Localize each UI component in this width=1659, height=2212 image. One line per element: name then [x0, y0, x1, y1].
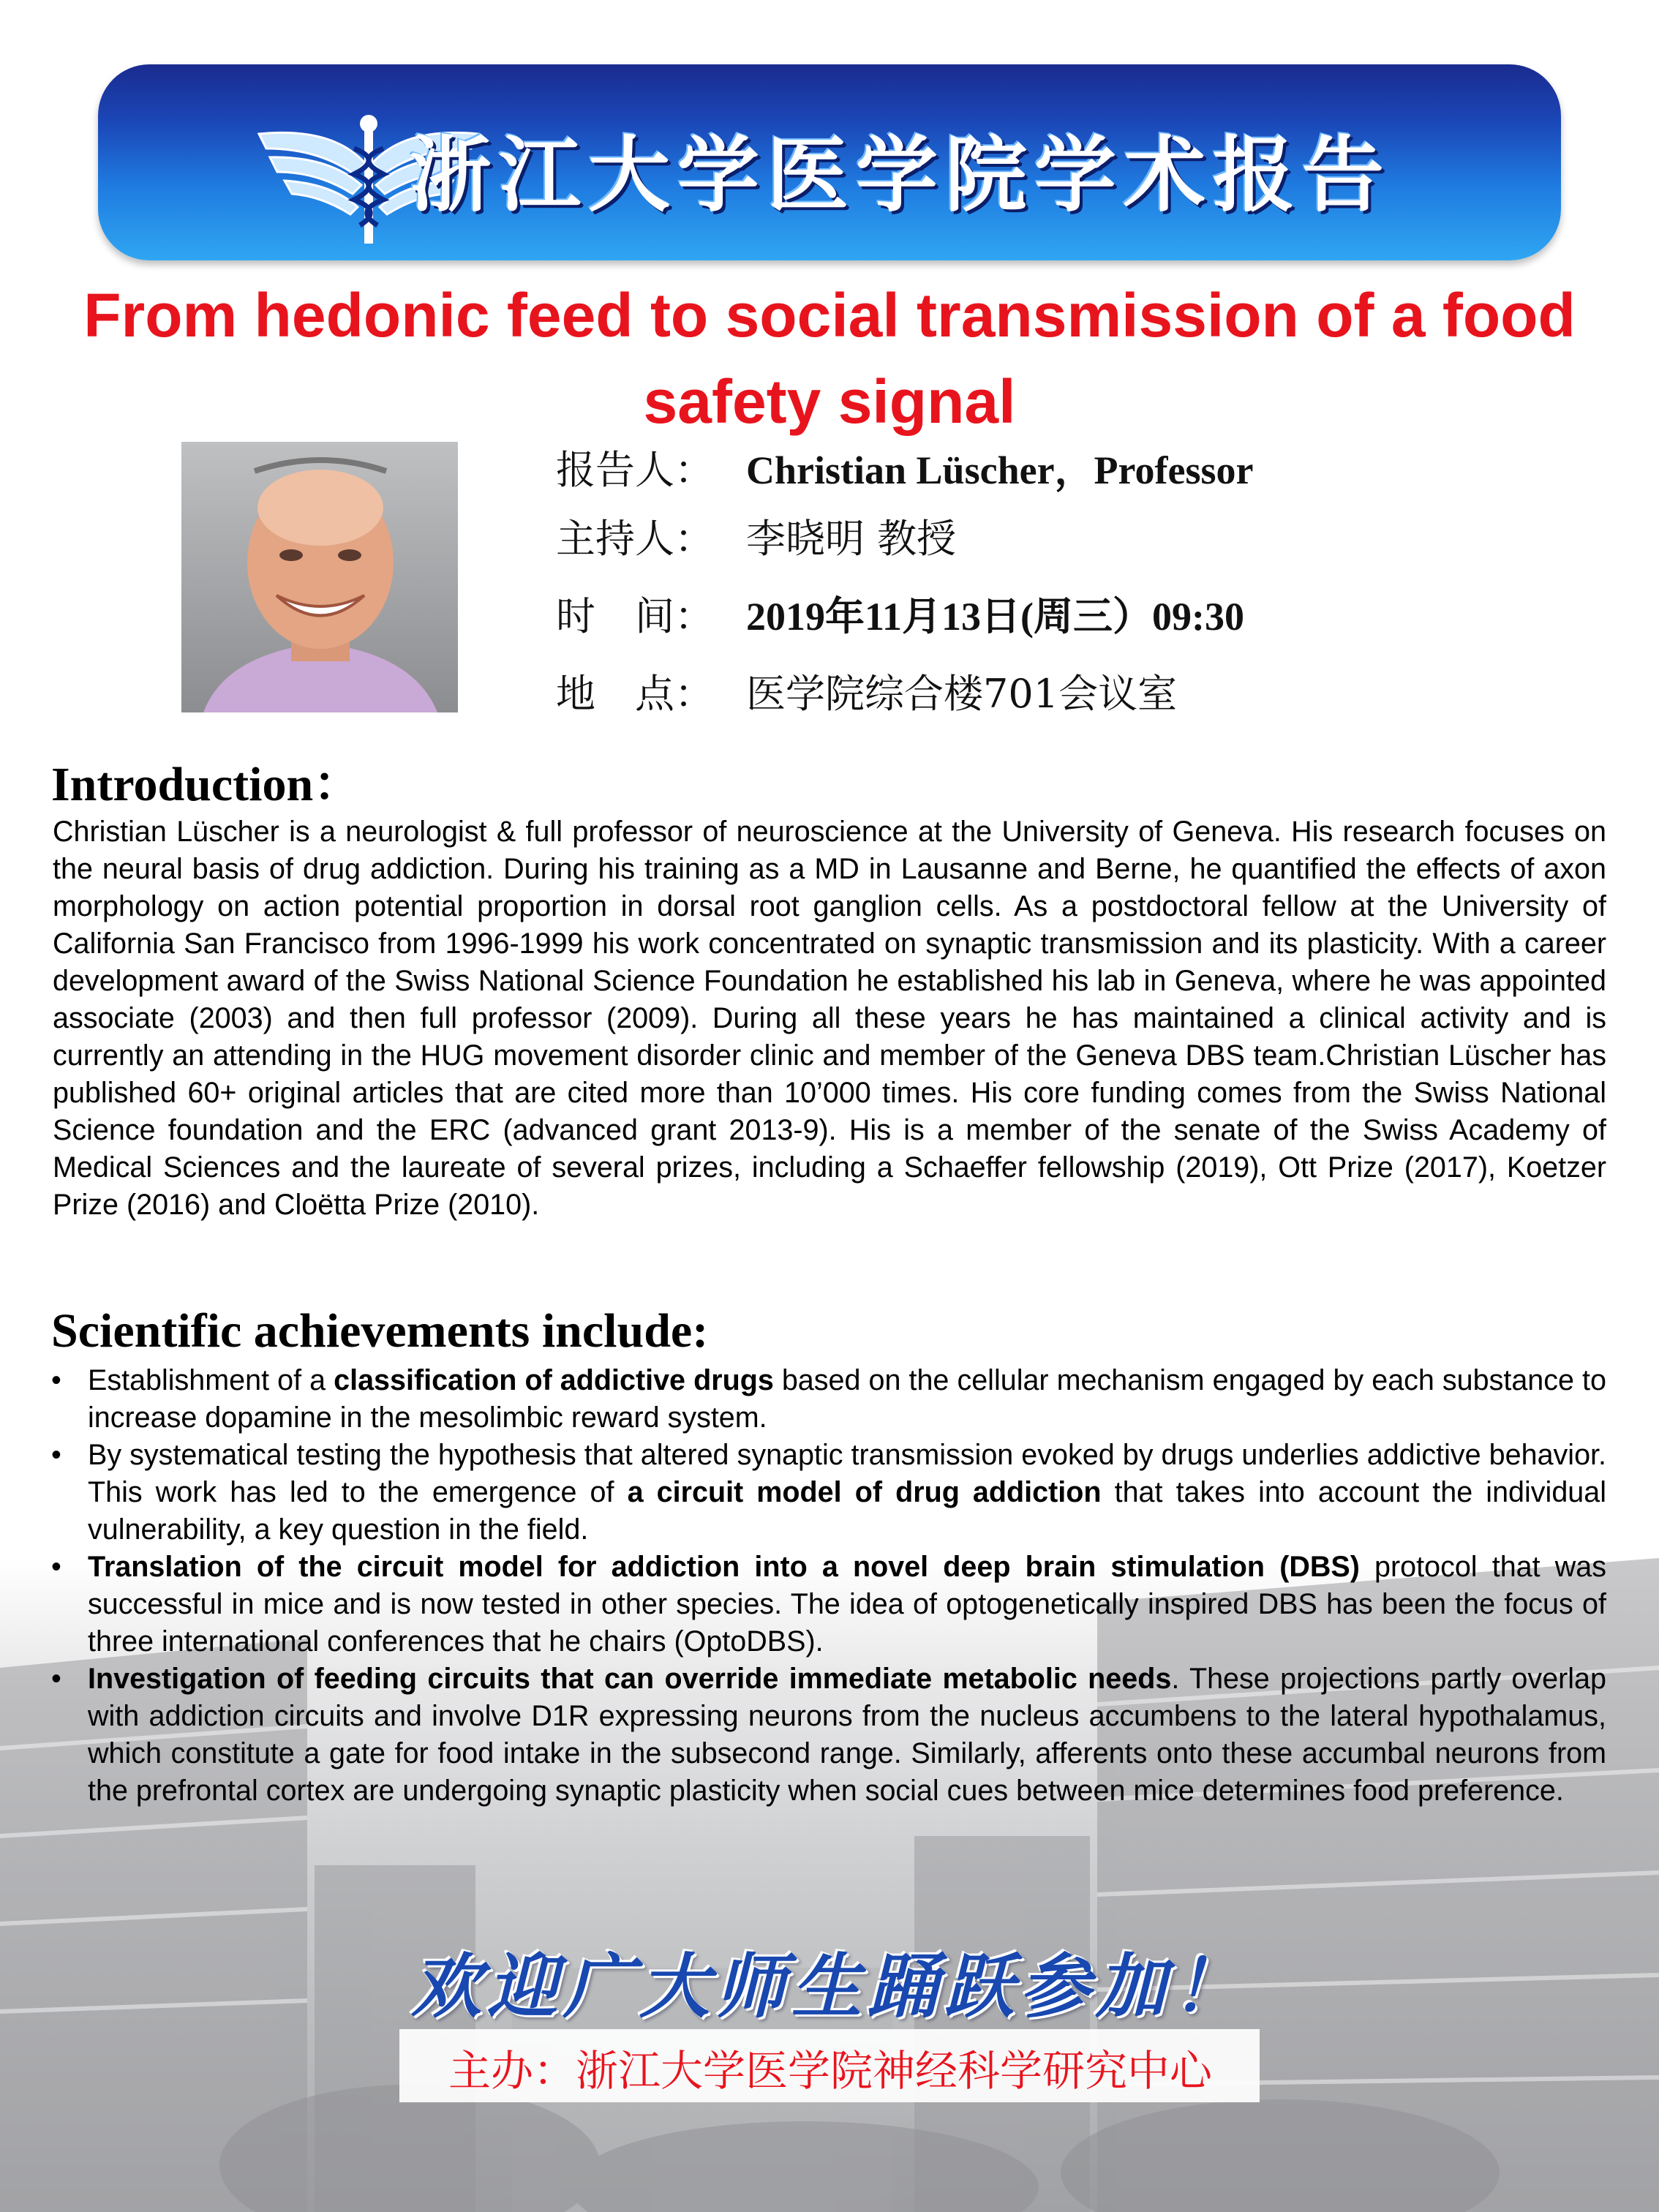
bullet: •: [51, 1551, 61, 1583]
organizer-text: 主办：浙江大学医学院神经科学研究中心: [448, 2046, 1212, 2096]
speaker-portrait-icon: [181, 442, 458, 712]
banner-title: 浙江大学医学院学术报告: [410, 128, 1391, 223]
time-label: 时 间：: [556, 593, 714, 639]
welcome-slogan: 欢迎广大师生踊跃参加！: [411, 1946, 1248, 2028]
achievement-item: • Investigation of feeding circuits that can override immediate metabolic needs. These projections partly overlap with addiction circuits and involve D1R expressing neurons from the nucleus accumbens to the lateral hypothalamus, which constitute a gate for food intake in the subsecond range. Similarly, afferents onto these accumbal neurons from the prefrontal cortex are undergoing synaptic plasticity when social cues between mice determines food preference.: [44, 1660, 1606, 1810]
speaker-value: Christian Lüscher，Professor: [746, 448, 1254, 492]
speaker-label: 报告人：: [556, 447, 714, 493]
place-value: 医学院综合楼701会议室: [746, 671, 1178, 717]
talk-title: From hedonic feed to social transmission of a food safety signal: [83, 281, 1576, 436]
bullet: •: [51, 1663, 61, 1695]
introduction-text: Christian Lüscher is a neurologist & full professor of neuroscience at the University of Geneva. His research focuses on the neural basis of drug addiction. During his training as a MD in Lausanne and Berne, he quantified the effects of axon morphology on action potential proportion in dorsal root ganglion cells. As a postdoctoral fellow at the University of California San Francisco from 1996-1999 his work concentrated on synaptic transmission and its plasticity. With a career development award of the Swiss National Science Foundation he established his lab in Geneva, where he was appointed associate (2003) and then full professor (2009). During all these years he has maintained a clinical activity and is currently an attending in the HUG movement disorder clinic and member of the Geneva DBS team.Christian Lüscher has published 60+ original articles that are cited more than 10’000 times. His core funding comes from the Swiss National Science foundation and the ERC (advanced grant 2013-9). His is a member of the senate of the Swiss Academy of Medical Sciences and the laureate of several prizes, including a Schaeffer fellowship (2019), Ott Prize (2017), Koetzer Prize (2016) and Cloëtta Prize (2010).: [53, 816, 1606, 1221]
bullet: •: [51, 1364, 61, 1396]
bullet: •: [51, 1439, 61, 1471]
place-label: 地 点：: [556, 671, 714, 717]
time-value: 2019年11月13日(周三）09:30: [746, 595, 1244, 639]
introduction-heading: Introduction：: [51, 758, 362, 811]
achievement-item: • Establishment of a classification of addictive drugs based on the cellular mechanism engaged by each substance to increase dopamine in the mesolimbic reward system.: [44, 1362, 1606, 1437]
achievement-item: • Translation of the circuit model for addiction into a novel deep brain stimulation (DBS) protocol that was successful in mice and is now tested in other species. The idea of optogenetically inspired DBS has been the focus of three international conferences that he chairs (OptoDBS).: [44, 1549, 1606, 1660]
achievement-item: • By systematical testing the hypothesis that altered synaptic transmission evoked by drugs underlies addictive behavior. This work has led to the emergence of a circuit model of drug addiction that takes into account the individual vulnerability, a key question in the field.: [44, 1437, 1606, 1549]
achievements-heading: Scientific achievements include:: [51, 1304, 709, 1358]
achievements-list: [44, 1362, 1606, 1810]
host-label: 主持人：: [556, 516, 714, 562]
host-value: 李晓明 教授: [746, 516, 957, 562]
